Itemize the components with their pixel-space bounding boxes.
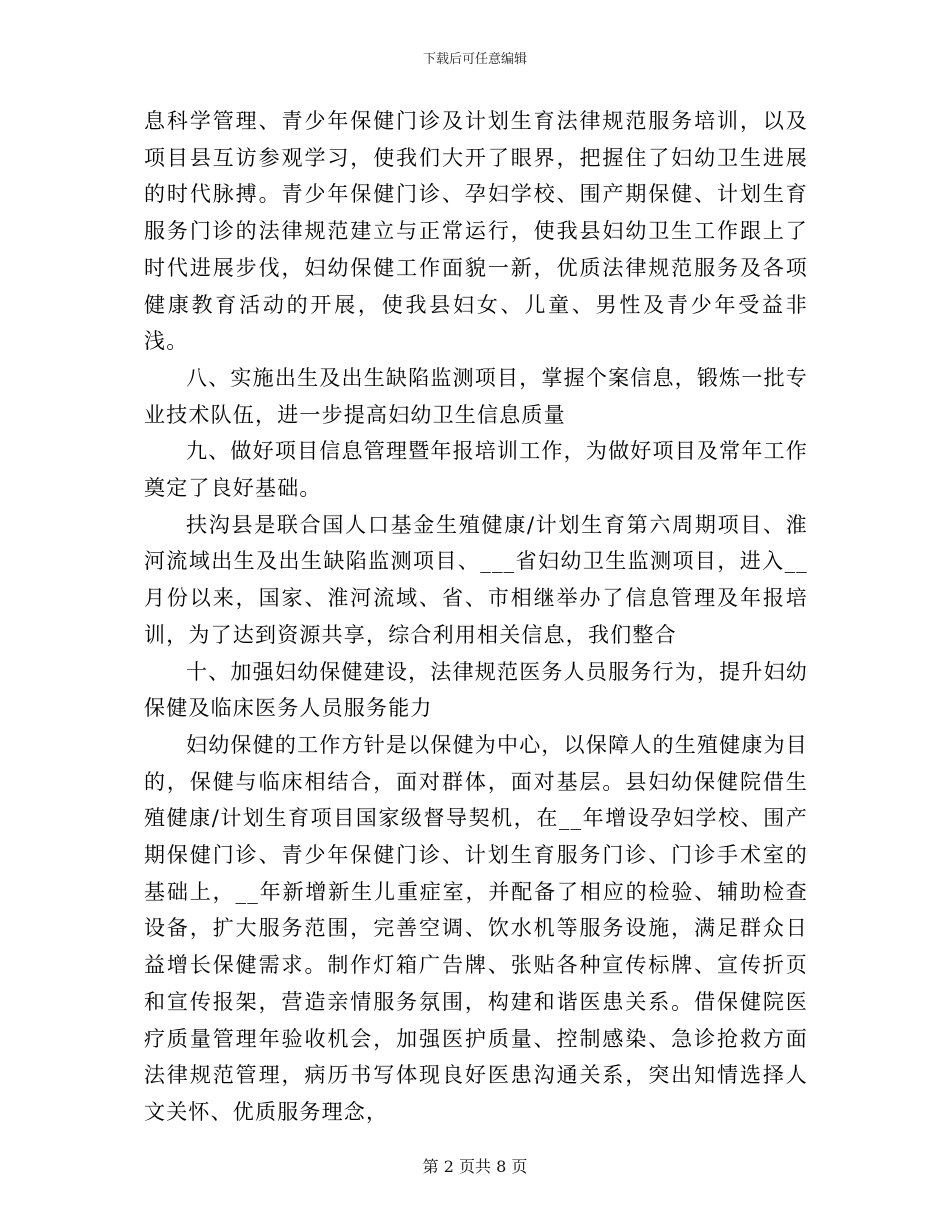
paragraph-fugou-county: 扶沟县是联合国人口基金生殖健康/计划生育第六周期项目、淮河流域出生及出生缺陷监测项目、___省妇幼卫生监测项目，进入__月份以来，国家、淮河流域、省、市相继举办了信息管理及年报培训，为了达到资源共享，综合利用相关信息，我们整合 bbox=[144, 512, 808, 647]
page-number: 第 2 页共 8 页 bbox=[422, 1157, 528, 1176]
document-body bbox=[144, 103, 808, 1131]
page-header: 下载后可任意编辑 bbox=[422, 52, 527, 67]
paragraph-maternal-health-policy: 妇幼保健的工作方针是以保健为中心，以保障人的生殖健康为目的，保健与临床相结合，面对群体，面对基层。县妇幼保健院借生殖健康/计划生育项目国家级督导契机，在__年增设孕妇学校、围产期保健门诊、青少年保健门诊、计划生育服务门诊、门诊手术室的基础上，__年新增新生儿重症室，并配备了相应的检验、辅助检查设备，扩大服务范围，完善空调、饮水机等服务设施，满足群众日益增长保健需求。制作灯箱广告牌、张贴各种宣传标牌、宣传折页和宣传报架，营造亲情服务氛围，构建和谐医患关系。借保健院医疗质量管理年验收机会，加强医护质量、控制感染、急诊抢救方面法律规范管理，病历书写体现良好医患沟通关系，突出知情选择人文关怀、优质服务理念， bbox=[144, 732, 808, 1124]
paragraph-section-8: 八、实施出生及出生缺陷监测项目，掌握个案信息，锻炼一批专业技术队伍，进一步提高妇幼卫生信息质量 bbox=[144, 365, 808, 427]
paragraph-section-9: 九、做好项目信息管理暨年报培训工作，为做好项目及常年工作奠定了良好基础。 bbox=[144, 439, 808, 501]
paragraph-section-10: 十、加强妇幼保健建设，法律规范医务人员服务行为，提升妇幼保健及临床医务人员服务能力 bbox=[144, 659, 808, 721]
paragraph-continuation: 息科学管理、青少年保健门诊及计划生育法律规范服务培训，以及项目县互访参观学习，使我们大开了眼界，把握住了妇幼卫生进展的时代脉搏。青少年保健门诊、孕妇学校、围产期保健、计划生育服务门诊的法律规范建立与正常运行，使我县妇幼卫生工作跟上了时代进展步伐，妇幼保健工作面貌一新，优质法律规范服务及各项健康教育活动的开展，使我县妇女、儿童、男性及青少年受益非浅。 bbox=[144, 109, 808, 354]
